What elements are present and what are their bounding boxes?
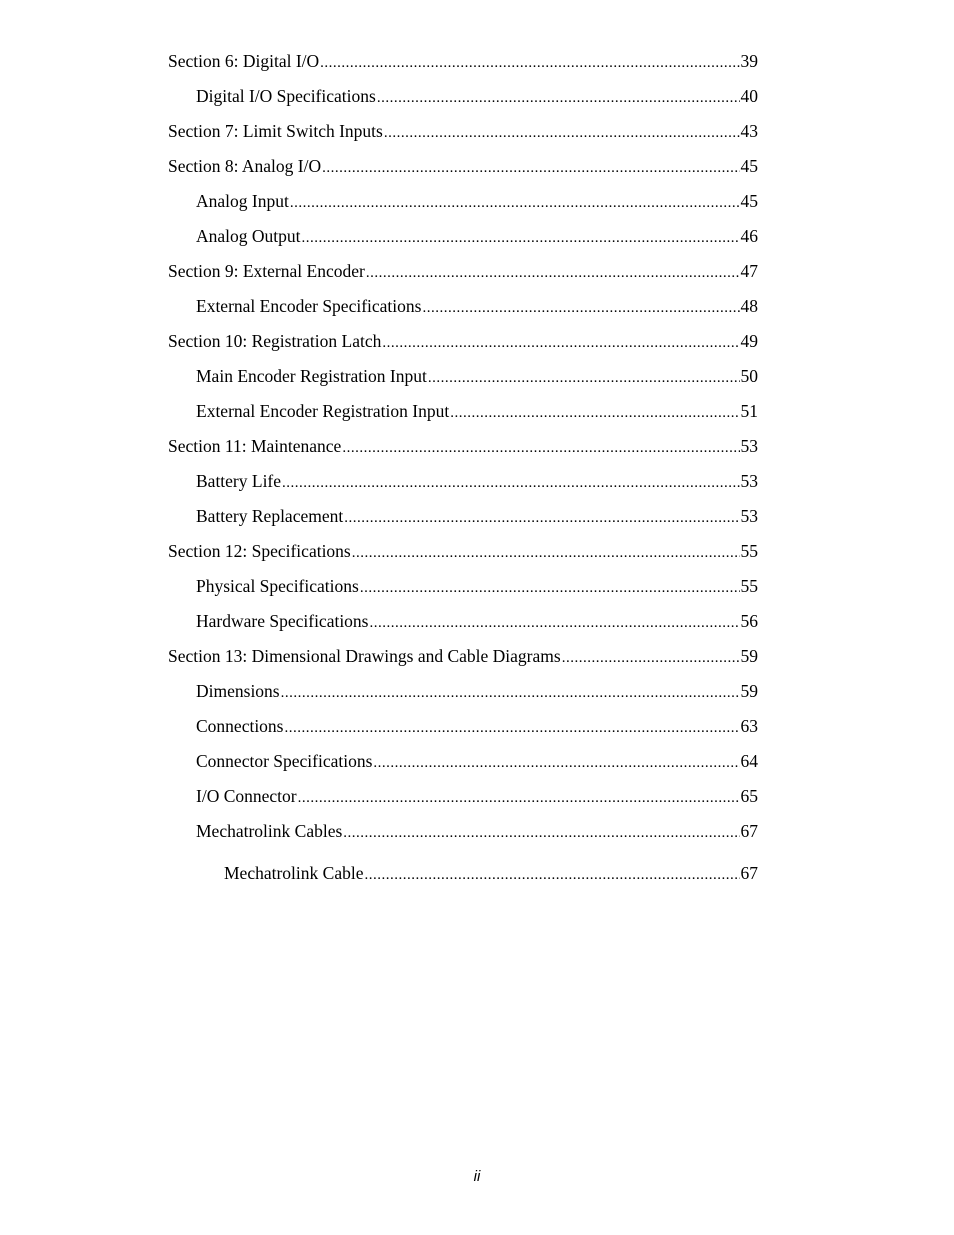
page-number: ii xyxy=(473,1168,481,1185)
toc-subsubsection-entry[interactable] xyxy=(168,862,758,886)
toc-subsection-entry[interactable] xyxy=(168,820,758,844)
toc-entry-title: Mechatrolink Cables xyxy=(196,821,343,841)
toc-subsection-entry[interactable] xyxy=(168,400,758,424)
toc-entry-title: Analog Output xyxy=(196,226,301,246)
toc-entry-page: 67 xyxy=(740,821,758,841)
toc-dot-leader xyxy=(360,577,740,599)
toc-dot-leader xyxy=(450,402,739,424)
toc-entry-page: 48 xyxy=(740,296,758,316)
toc-subsection-entry[interactable] xyxy=(168,575,758,599)
toc-entry-title: Section 10: Registration Latch xyxy=(168,331,382,351)
toc-section-entry[interactable] xyxy=(168,155,758,179)
toc-entry-title: Section 8: Analog I/O xyxy=(168,156,322,176)
toc-entry-title: Connector Specifications xyxy=(196,751,373,771)
toc-entry-title: Dimensions xyxy=(196,681,280,701)
toc-section-entry[interactable] xyxy=(168,540,758,564)
toc-entry-title: I/O Connector xyxy=(196,786,297,806)
toc-section-entry[interactable] xyxy=(168,330,758,354)
table-of-contents xyxy=(168,50,758,886)
toc-entry-page: 46 xyxy=(740,226,758,246)
toc-dot-leader xyxy=(352,542,740,564)
toc-entry-page: 56 xyxy=(740,611,758,631)
toc-subsection-entry[interactable] xyxy=(168,610,758,634)
toc-dot-leader xyxy=(364,864,739,886)
toc-entry-title: External Encoder Registration Input xyxy=(196,401,450,421)
toc-entry-page: 45 xyxy=(740,156,758,176)
toc-section-entry[interactable] xyxy=(168,435,758,459)
toc-entry-page: 55 xyxy=(740,576,758,596)
toc-entry-page: 53 xyxy=(740,506,758,526)
toc-entry-page: 43 xyxy=(740,121,758,141)
toc-dot-leader xyxy=(384,122,740,144)
toc-subsection-entry[interactable] xyxy=(168,750,758,774)
toc-dot-leader xyxy=(342,437,739,459)
toc-entry-page: 67 xyxy=(740,863,758,883)
toc-entry-title: Battery Life xyxy=(196,471,282,491)
toc-entry-page: 53 xyxy=(740,471,758,491)
toc-entry-title: Hardware Specifications xyxy=(196,611,369,631)
toc-section-entry[interactable] xyxy=(168,50,758,74)
toc-entry-title: Section 12: Specifications xyxy=(168,541,351,561)
toc-subsection-entry[interactable] xyxy=(168,85,758,109)
toc-subsection-entry[interactable] xyxy=(168,295,758,319)
toc-subsection-entry[interactable] xyxy=(168,715,758,739)
toc-entry-title: Mechatrolink Cable xyxy=(224,863,364,883)
toc-entry-title: Physical Specifications xyxy=(196,576,359,596)
toc-dot-leader xyxy=(320,52,739,74)
toc-dot-leader xyxy=(322,157,739,179)
toc-section-entry[interactable] xyxy=(168,120,758,144)
toc-entry-title: Section 7: Limit Switch Inputs xyxy=(168,121,383,141)
toc-section-entry[interactable] xyxy=(168,645,758,669)
toc-entry-title: Section 13: Dimensional Drawings and Cable Diagrams xyxy=(168,646,561,666)
toc-entry-page: 40 xyxy=(740,86,758,106)
toc-entry-page: 39 xyxy=(740,51,758,71)
toc-dot-leader xyxy=(382,332,739,354)
toc-entry-title: Section 6: Digital I/O xyxy=(168,51,320,71)
toc-entry-title: Section 11: Maintenance xyxy=(168,436,342,456)
toc-entry-page: 59 xyxy=(740,681,758,701)
toc-entry-page: 50 xyxy=(740,366,758,386)
toc-dot-leader xyxy=(428,367,740,389)
toc-entry-page: 45 xyxy=(740,191,758,211)
toc-subsection-entry[interactable] xyxy=(168,225,758,249)
toc-entry-title: External Encoder Specifications xyxy=(196,296,422,316)
toc-subsection-entry[interactable] xyxy=(168,785,758,809)
toc-entry-title: Battery Replacement xyxy=(196,506,344,526)
toc-dot-leader xyxy=(290,192,740,214)
toc-dot-leader xyxy=(298,787,740,809)
toc-entry-title: Digital I/O Specifications xyxy=(196,86,376,106)
toc-entry-title: Main Encoder Registration Input xyxy=(196,366,427,386)
toc-entry-page: 64 xyxy=(740,751,758,771)
toc-dot-leader xyxy=(370,612,740,634)
toc-entry-page: 49 xyxy=(740,331,758,351)
toc-entry-title: Analog Input xyxy=(196,191,289,211)
toc-dot-leader xyxy=(302,227,740,249)
toc-entry-page: 59 xyxy=(740,646,758,666)
toc-dot-leader xyxy=(366,262,740,284)
toc-section-entry[interactable] xyxy=(168,260,758,284)
toc-dot-leader xyxy=(281,682,740,704)
toc-entry-page: 65 xyxy=(740,786,758,806)
toc-dot-leader xyxy=(562,647,740,669)
toc-subsection-entry[interactable] xyxy=(168,680,758,704)
toc-dot-leader xyxy=(344,507,739,529)
toc-subsection-entry[interactable] xyxy=(168,470,758,494)
toc-entry-page: 47 xyxy=(740,261,758,281)
toc-subsection-entry[interactable] xyxy=(168,190,758,214)
toc-dot-leader xyxy=(285,717,740,739)
toc-entry-page: 53 xyxy=(740,436,758,456)
toc-dot-leader xyxy=(373,752,739,774)
toc-entry-page: 63 xyxy=(740,716,758,736)
toc-dot-leader xyxy=(422,297,739,319)
toc-subsection-entry[interactable] xyxy=(168,505,758,529)
toc-entry-title: Connections xyxy=(196,716,284,736)
toc-dot-leader xyxy=(377,87,740,109)
toc-subsection-entry[interactable] xyxy=(168,365,758,389)
toc-entry-page: 51 xyxy=(740,401,758,421)
toc-dot-leader xyxy=(343,822,739,844)
toc-dot-leader xyxy=(282,472,739,494)
toc-entry-title: Section 9: External Encoder xyxy=(168,261,365,281)
toc-entry-page: 55 xyxy=(740,541,758,561)
